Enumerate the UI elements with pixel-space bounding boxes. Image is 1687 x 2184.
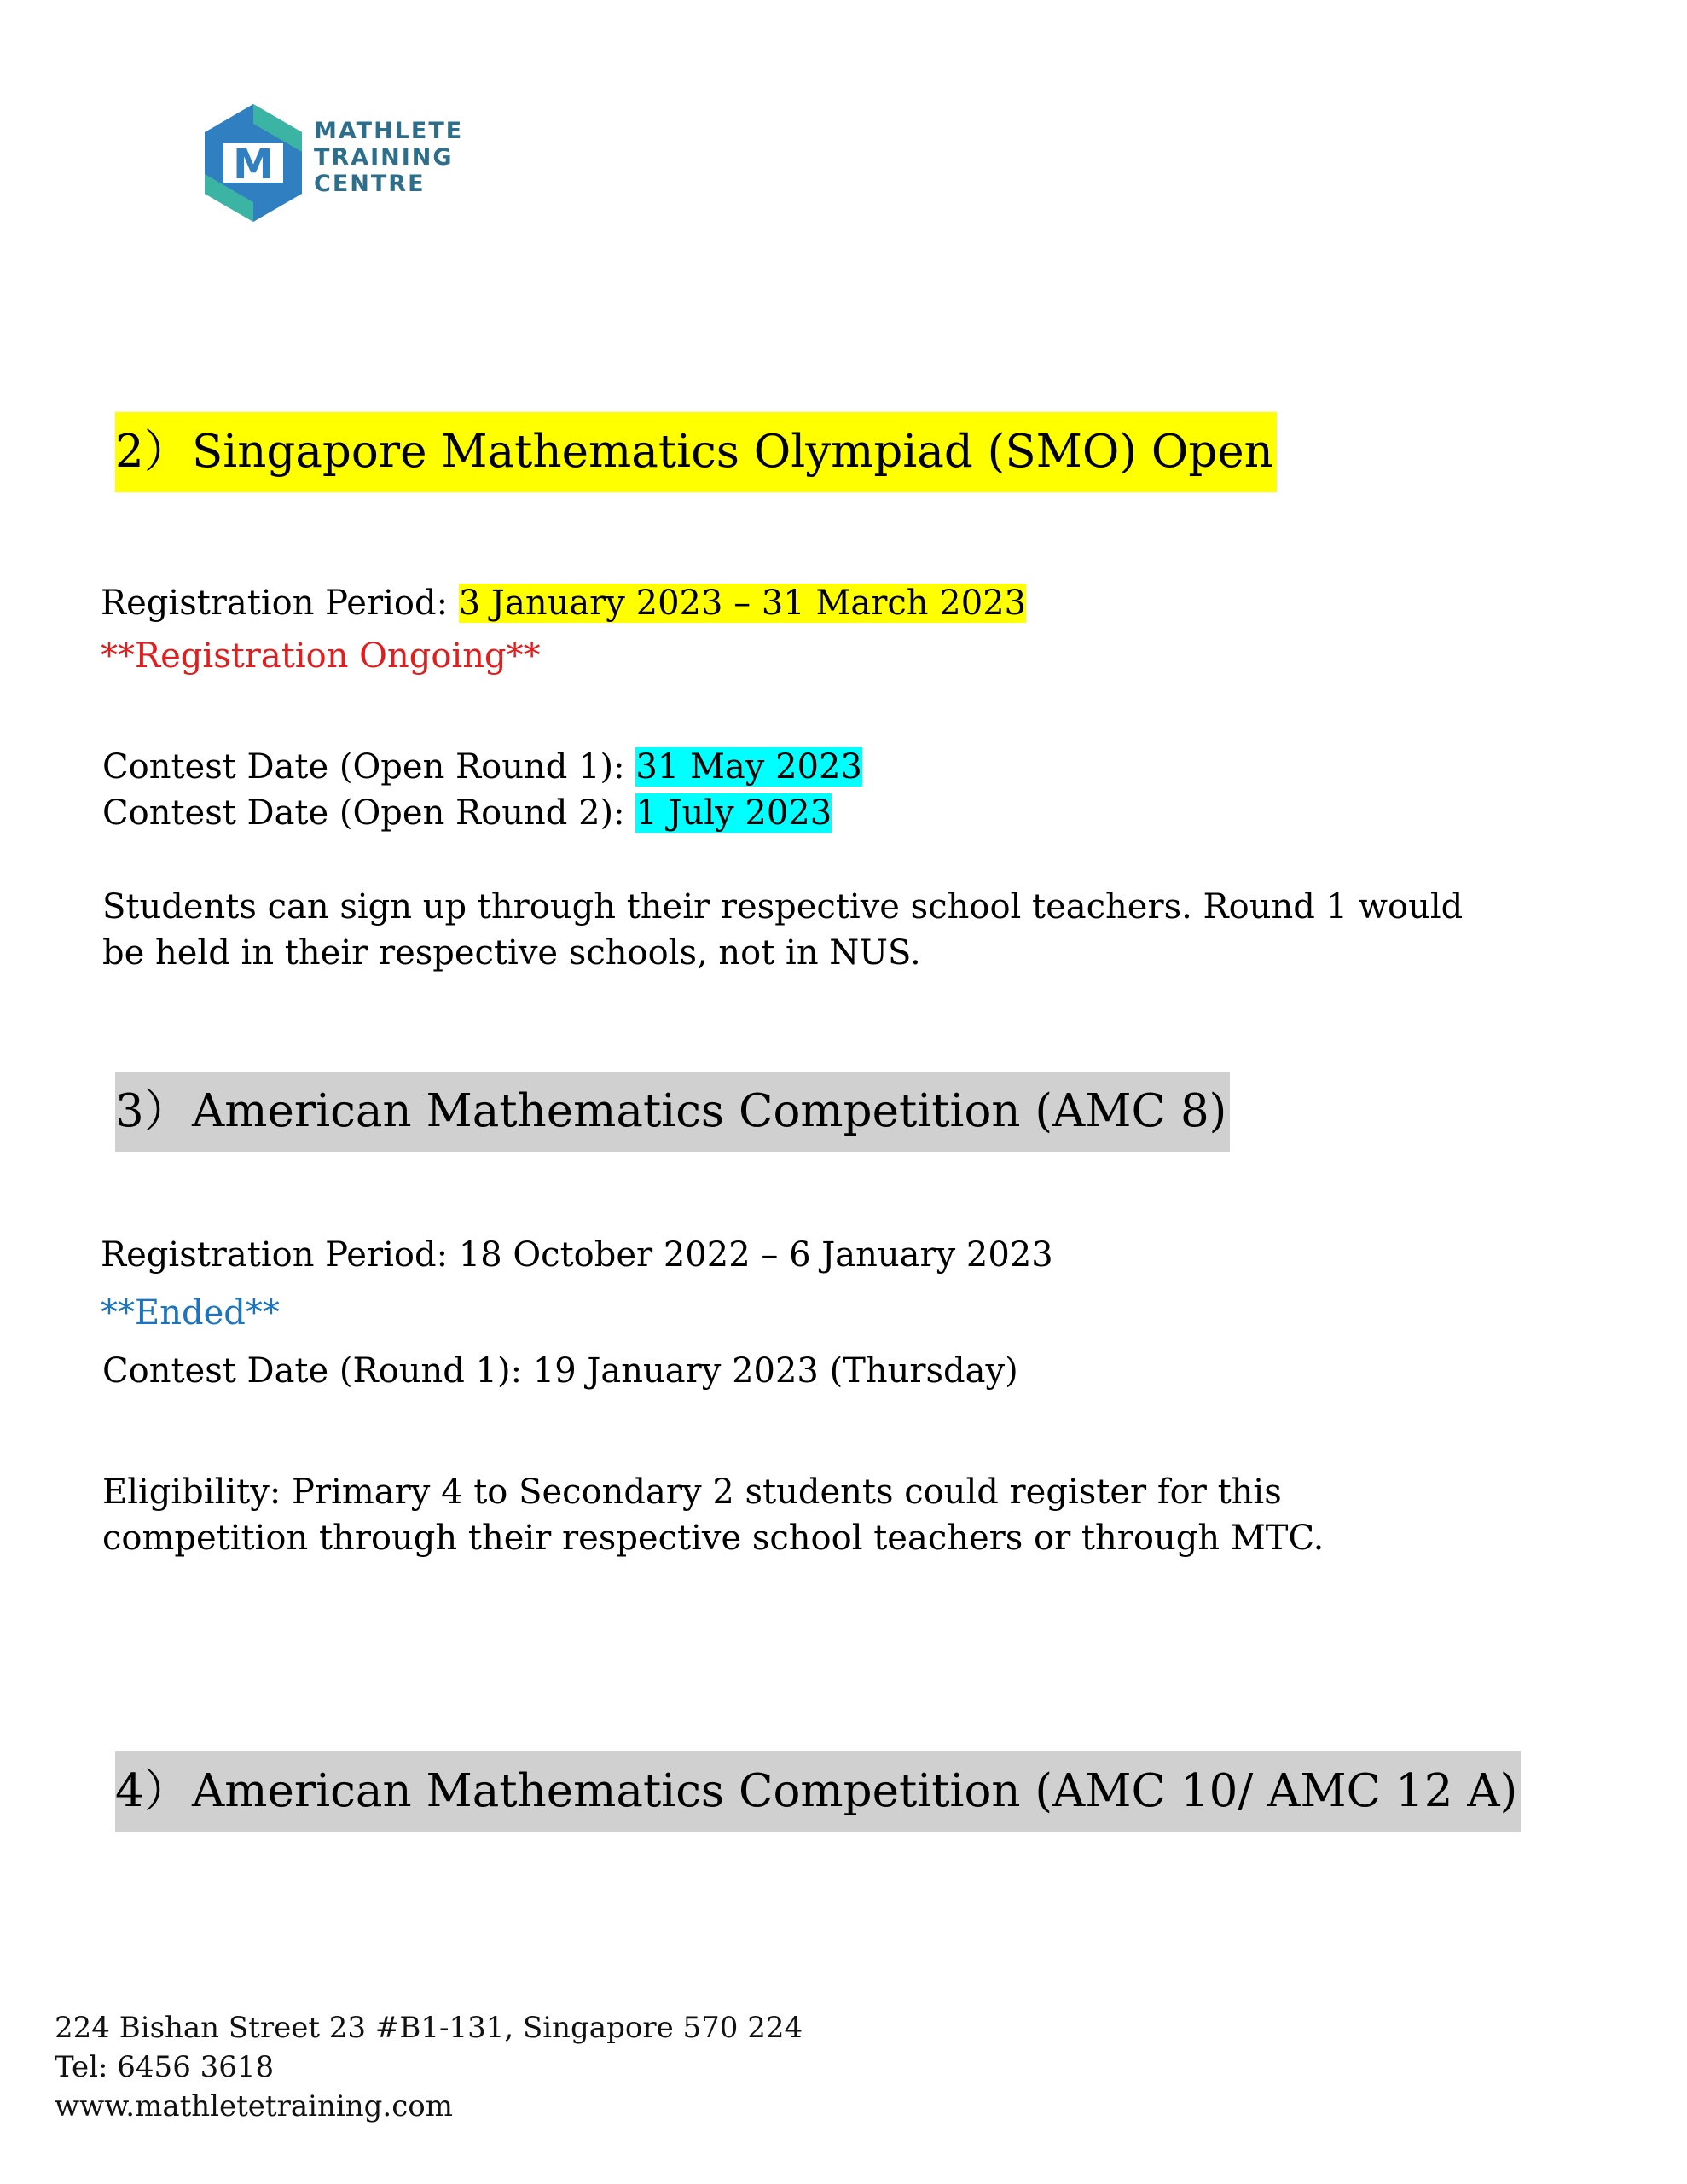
smo-status: **Registration Ongoing** xyxy=(101,636,541,676)
footer-tel: Tel: 6456 3618 xyxy=(55,2050,275,2084)
logo-line-1: MATHLETE xyxy=(314,118,464,144)
logo xyxy=(198,101,488,225)
smo-heading-number: 2） xyxy=(115,426,189,478)
amc8-contest-date: Contest Date (Round 1): 19 January 2023 (Thursday) xyxy=(102,1351,1018,1391)
logo-line-2: TRAINING xyxy=(314,144,454,171)
amc10-heading xyxy=(115,1751,1521,1832)
amc10-heading-number: 4） xyxy=(115,1765,189,1817)
smo-round2 xyxy=(102,790,832,836)
amc8-heading-title: American Mathematics Competition (AMC 8) xyxy=(192,1085,1227,1137)
logo-hexagon-icon xyxy=(198,101,309,225)
amc10-heading-title: American Mathematics Competition (AMC 10/ AMC 12 A) xyxy=(192,1765,1518,1817)
footer-address: 224 Bishan Street 23 #B1-131, Singapore 570 224 xyxy=(55,2011,803,2045)
amc8-eligibility: Eligibility: Primary 4 to Secondary 2 students could register for this competition through their respective school teachers or through MTC. xyxy=(102,1472,1325,1558)
logo-line-3: CENTRE xyxy=(314,171,426,197)
smo-round1-value: 31 May 2023 xyxy=(635,747,862,787)
amc8-heading xyxy=(115,1072,1230,1152)
smo-registration-label: Registration Period: xyxy=(101,584,459,623)
smo-registration-value: 3 January 2023 – 31 March 2023 xyxy=(458,584,1027,623)
smo-heading-title: Singapore Mathematics Olympiad (SMO) Open xyxy=(192,426,1273,478)
amc8-status: **Ended** xyxy=(101,1293,280,1333)
smo-round2-value: 1 July 2023 xyxy=(635,793,832,833)
smo-round1 xyxy=(102,744,862,790)
smo-round2-label: Contest Date (Open Round 2): xyxy=(102,793,636,833)
smo-note: Students can sign up through their respective school teachers. Round 1 would be held in their respective schools, not in NUS. xyxy=(102,887,1464,973)
logo-wordmark xyxy=(314,118,463,197)
amc8-heading-number: 3） xyxy=(115,1085,189,1137)
smo-registration xyxy=(101,580,1026,626)
amc8-registration: Registration Period: 18 October 2022 – 6 January 2023 xyxy=(101,1235,1053,1275)
footer-website[interactable]: www.mathletetraining.com xyxy=(55,2089,453,2123)
smo-heading xyxy=(115,412,1277,492)
logo-letter: M xyxy=(233,141,274,189)
smo-round1-label: Contest Date (Open Round 1): xyxy=(102,747,636,787)
